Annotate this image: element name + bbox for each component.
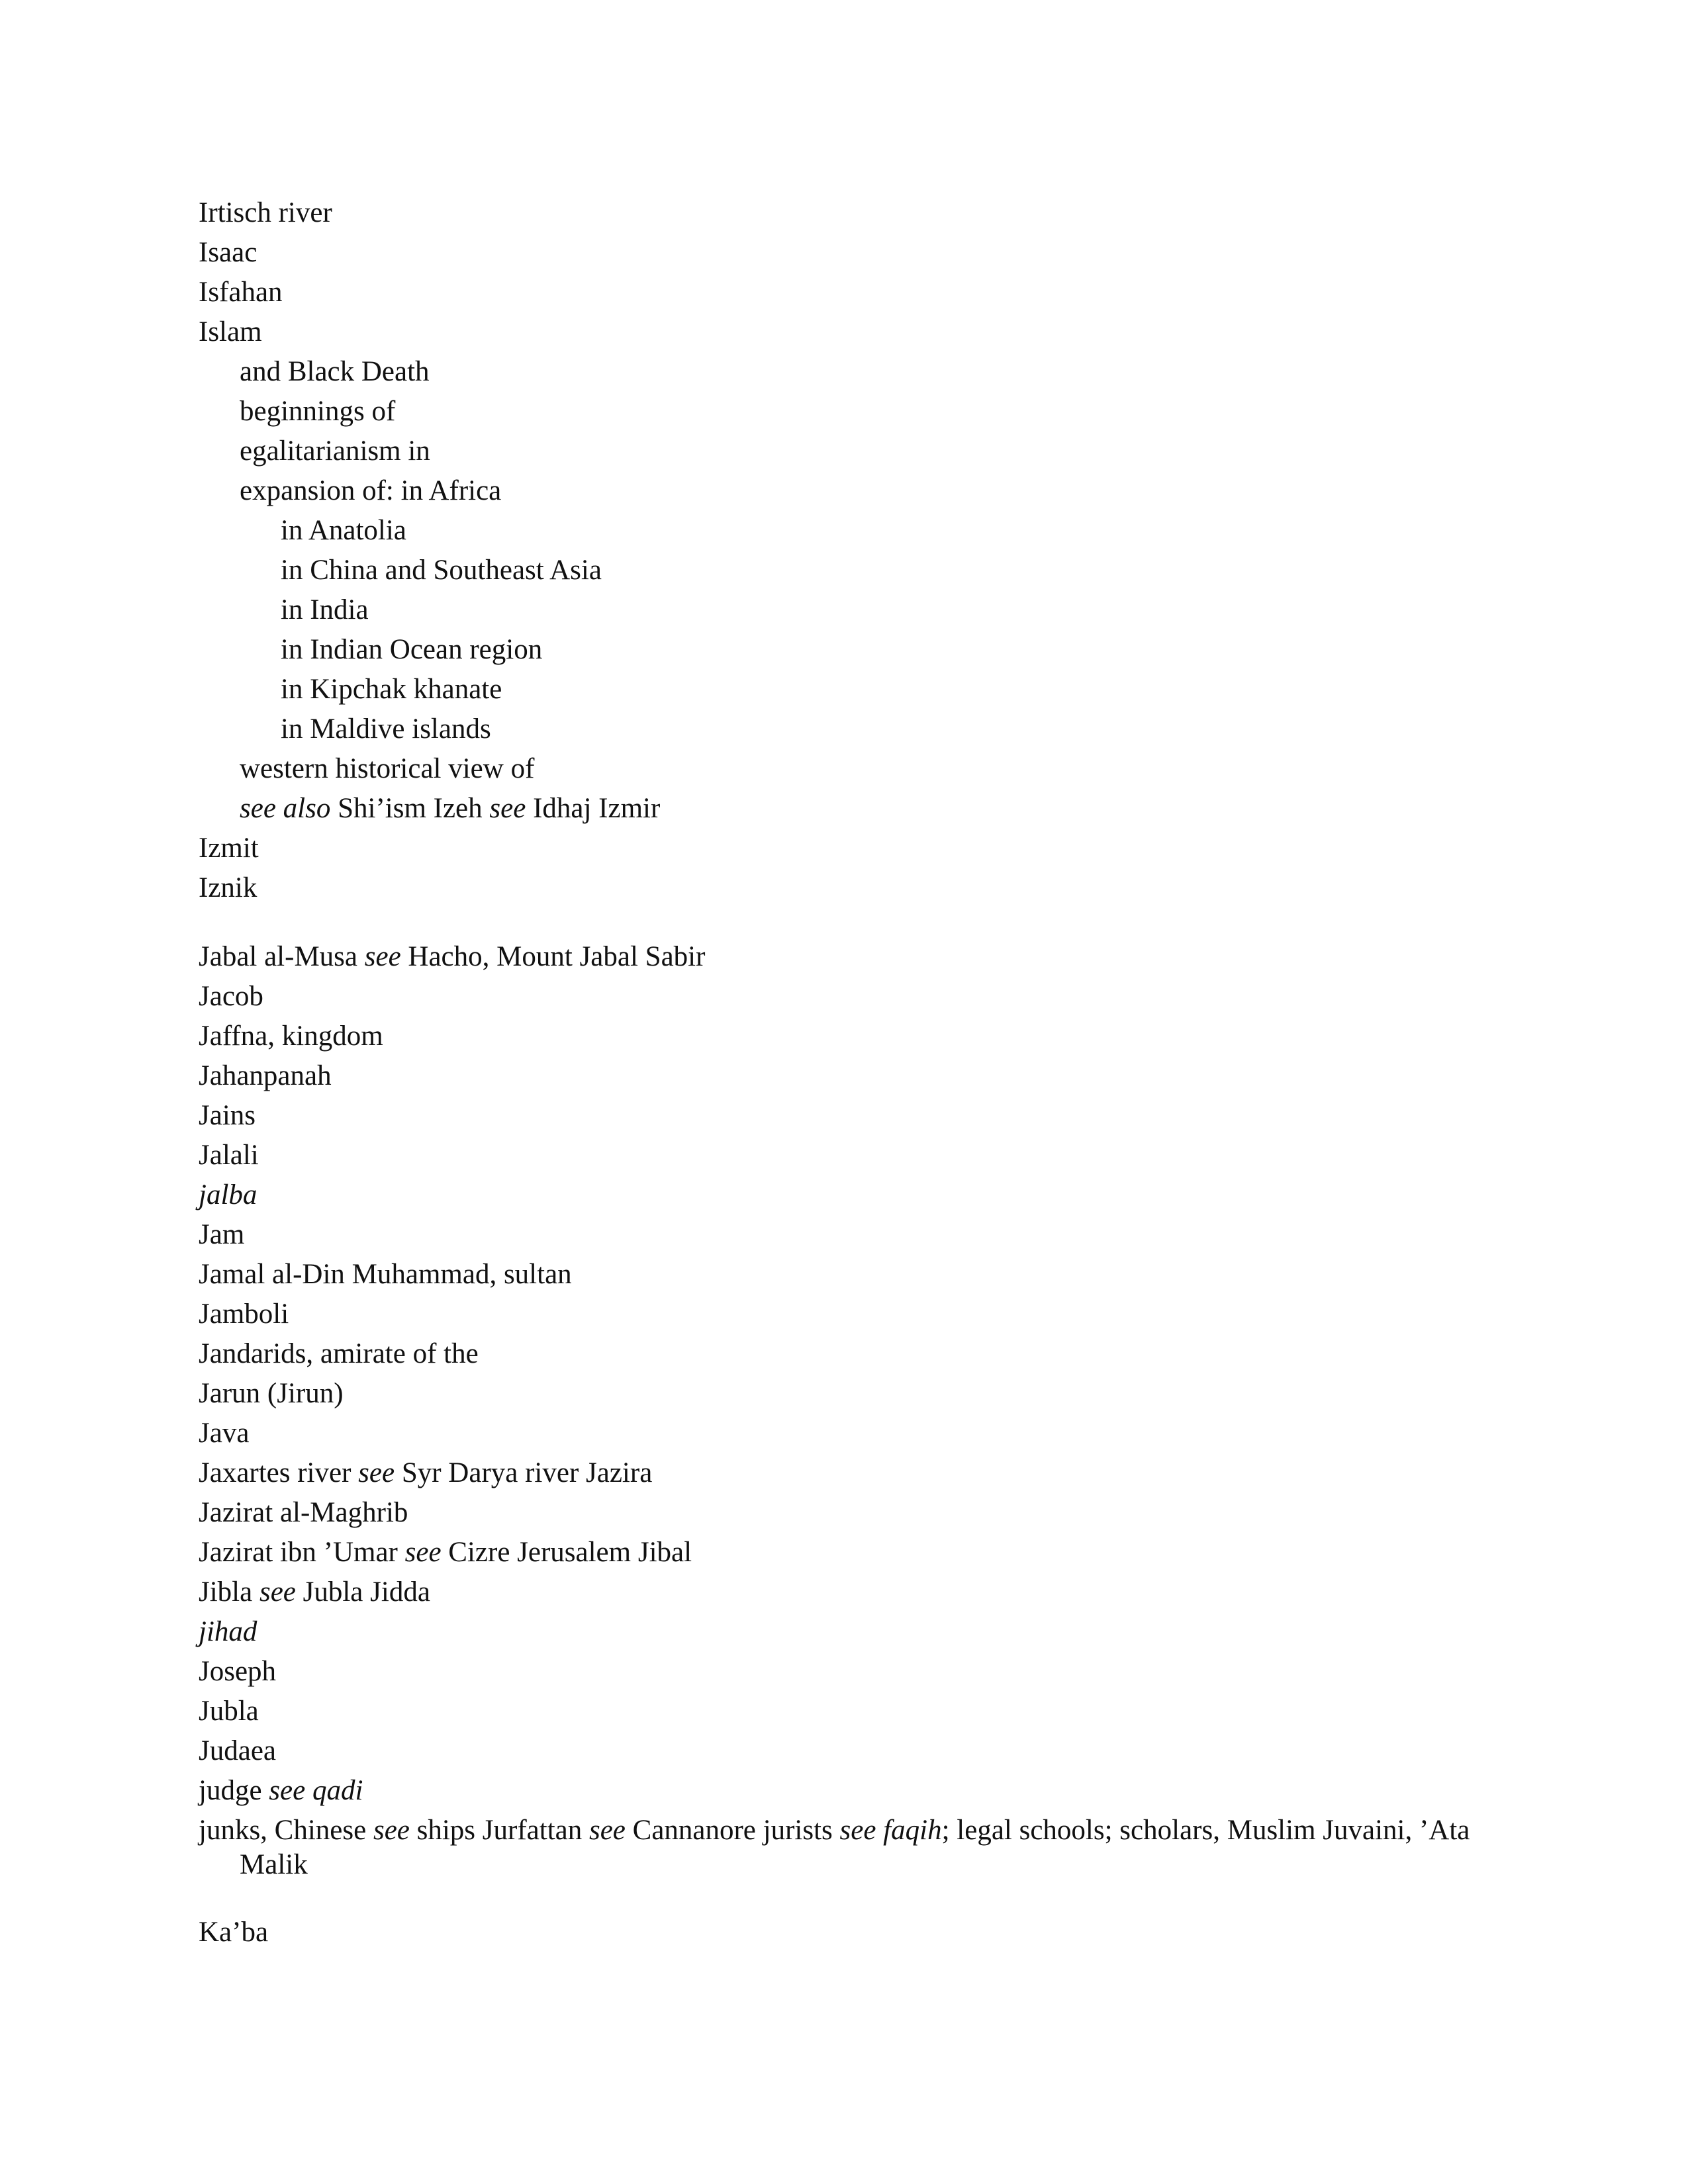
index-entry: Jubla — [199, 1696, 259, 1727]
index-entry — [199, 1175, 1496, 1215]
index-subsubentry: in China and Southeast Asia — [281, 555, 602, 586]
section-gap — [199, 908, 1496, 937]
index-entry-wrapped — [199, 1813, 1496, 1882]
see-label: see qadi — [269, 1775, 363, 1806]
entry-text: Jubla Jidda — [295, 1576, 430, 1608]
index-entry — [199, 1453, 1496, 1493]
entry-text: ; legal schools; scholars, Muslim Juvaini, ’Ata Malik — [240, 1815, 1470, 1880]
index-entry: Jamal al-Din Muhammad, sultan — [199, 1259, 572, 1290]
index-page — [199, 193, 1496, 1952]
entry-text: Jibla — [199, 1576, 259, 1608]
entry-text: ships Jurfattan — [409, 1815, 589, 1846]
see-label: see — [358, 1457, 395, 1488]
index-entry: Jazirat al-Maghrib — [199, 1497, 408, 1528]
index-entry: Judaea — [199, 1735, 276, 1766]
entry-text: Hacho, Mount Jabal Sabir — [400, 941, 706, 972]
index-entry: Joseph — [199, 1656, 277, 1687]
index-entry: Izmit — [199, 833, 259, 864]
see-also-label: see also — [240, 793, 331, 824]
see-label: see — [259, 1576, 296, 1608]
index-subsubentry: in India — [281, 594, 369, 625]
index-entry: Jains — [199, 1100, 256, 1131]
see-label: see — [588, 1815, 626, 1846]
entry-text: judge — [199, 1775, 269, 1806]
index-entry: Java — [199, 1418, 250, 1449]
entry-text: Cizre Jerusalem Jibal — [441, 1537, 692, 1568]
index-entry: Isaac — [199, 237, 258, 268]
index-entry: Jalali — [199, 1140, 259, 1171]
index-subentry: beginnings of — [240, 396, 396, 427]
index-entry: Jacob — [199, 981, 263, 1012]
entry-text: Jabal al-Musa — [199, 941, 365, 972]
see-label: see — [373, 1815, 410, 1846]
index-entry: Irtisch river — [199, 197, 332, 228]
index-entry: Jandarids, amirate of the — [199, 1338, 479, 1369]
entry-text: Syr Darya river Jazira — [395, 1457, 653, 1488]
index-entry: Isfahan — [199, 277, 283, 308]
index-entry: Islam — [199, 316, 262, 347]
see-label: see — [364, 941, 401, 972]
index-entry: Jarun (Jirun) — [199, 1378, 344, 1409]
entry-text: Jazirat ibn ’Umar — [199, 1537, 405, 1568]
index-entry: Jam — [199, 1219, 245, 1250]
index-entry — [199, 1612, 1496, 1652]
index-entry — [199, 937, 1496, 977]
index-subentry-see-also — [199, 789, 1496, 829]
entry-text-italic: jihad — [199, 1616, 258, 1647]
index-entry: Jaffna, kingdom — [199, 1021, 383, 1052]
index-entry: Ka’ba — [199, 1917, 269, 1948]
index-entry: Jamboli — [199, 1298, 289, 1330]
entry-text: Idhaj Izmir — [526, 793, 661, 824]
index-entry — [199, 1533, 1496, 1572]
entry-text: junks, Chinese — [199, 1815, 373, 1846]
see-label: see faqih — [839, 1815, 942, 1846]
see-label: see — [489, 793, 526, 824]
index-subsubentry: in Indian Ocean region — [281, 634, 543, 665]
index-entry: Jahanpanah — [199, 1060, 332, 1091]
entry-text: Shi’ism Izeh — [330, 793, 490, 824]
see-label: see — [404, 1537, 442, 1568]
section-gap — [199, 1882, 1496, 1913]
index-subentry: egalitarianism in — [240, 435, 430, 467]
index-subentry: expansion of: in Africa — [240, 475, 502, 506]
index-entry — [199, 1771, 1496, 1811]
index-subentry: western historical view of — [240, 753, 535, 784]
index-subsubentry: in Maldive islands — [281, 713, 491, 745]
entry-text: Jaxartes river — [199, 1457, 359, 1488]
index-subentry: and Black Death — [240, 356, 430, 387]
index-entry — [199, 1572, 1496, 1612]
index-subsubentry: in Anatolia — [281, 515, 406, 546]
index-subsubentry: in Kipchak khanate — [281, 674, 502, 705]
index-entry: Iznik — [199, 872, 258, 903]
entry-text: Cannanore jurists — [625, 1815, 840, 1846]
entry-text-italic: jalba — [199, 1179, 258, 1210]
